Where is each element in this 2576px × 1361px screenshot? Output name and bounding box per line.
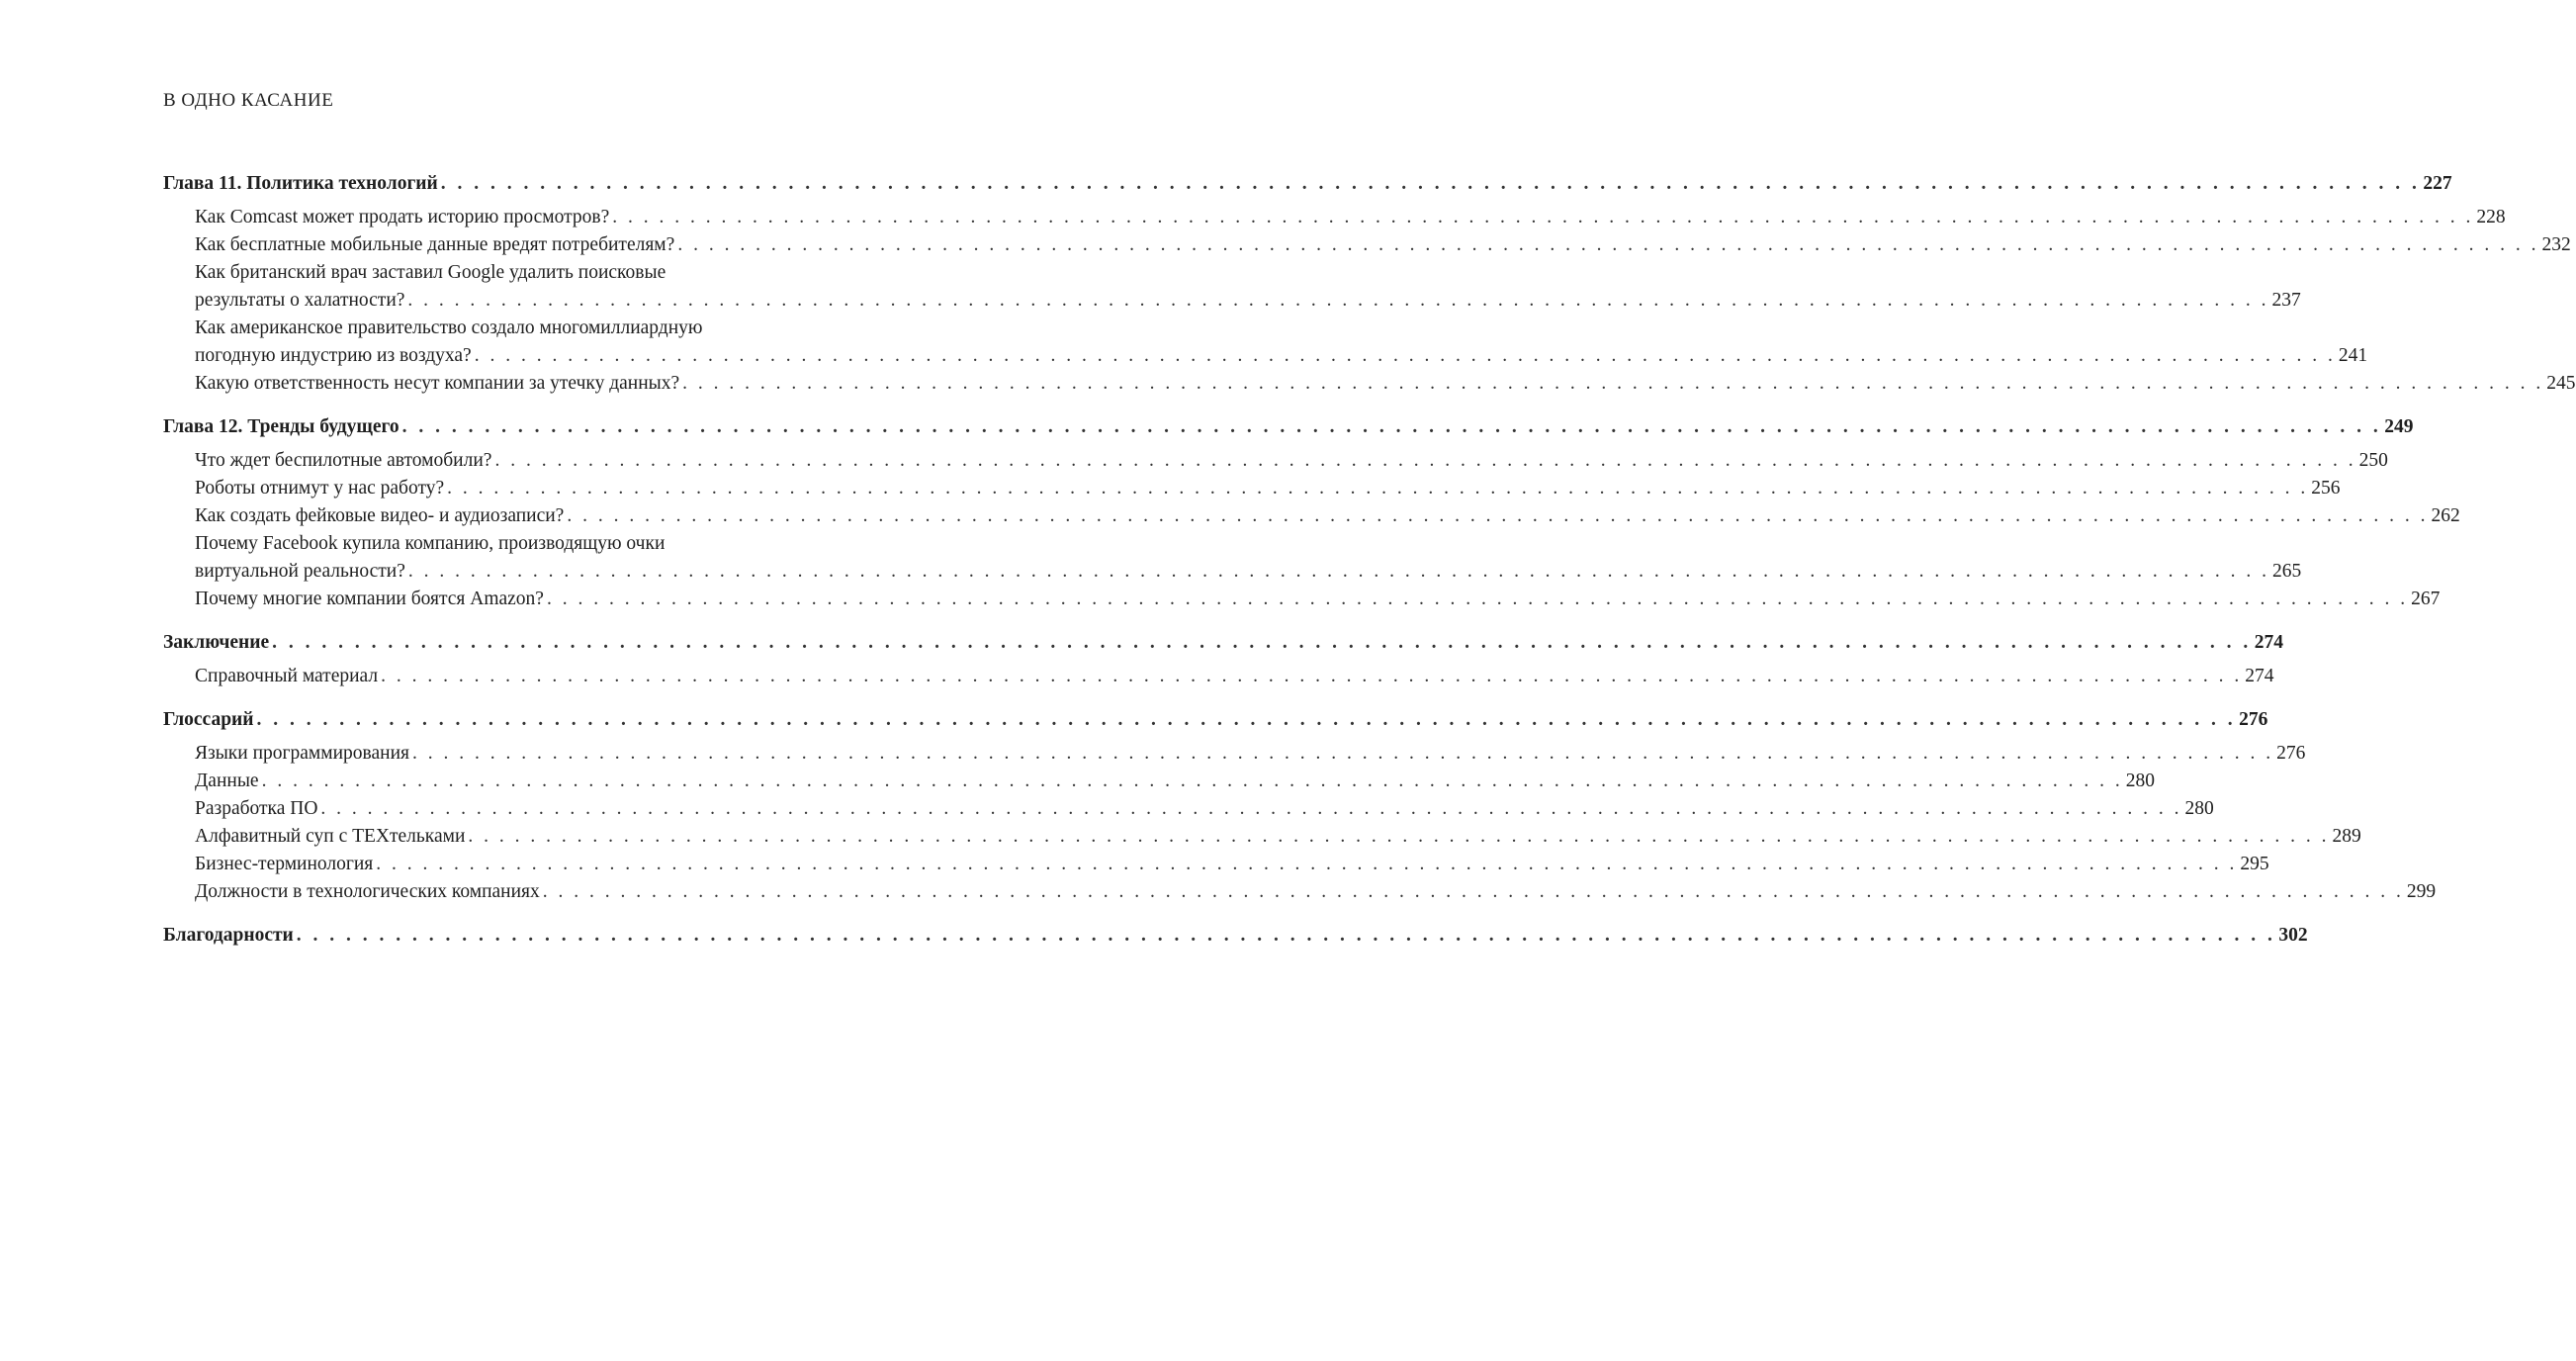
- toc-section-entry[interactable]: [163, 768, 2155, 795]
- chapter-title: Глоссарий: [163, 709, 254, 730]
- dot-leader: . . . . . . . . . . . . . . . . . . . . . . . . . . . . . . . . . . . . . . . . . . . . . . . . . . . . . . . . . . . . . . . . . . . . . . . . . . . . . . . . . . . . . . . . . . . . . . . . . . . . . . . . . . . . . . . . . . . . . . . .: [474, 345, 2336, 366]
- toc-section-entry[interactable]: [163, 502, 2460, 530]
- dot-leader: . . . . . . . . . . . . . . . . . . . . . . . . . . . . . . . . . . . . . . . . . . . . . . . . . . . . . . . . . . . . . . . . . . . . . . . . . . . . . . . . . . . . . . . . . . . . . . . . . . . . . . . . . . . . . . . . . . . . . . . .: [440, 173, 2421, 194]
- dot-leader: . . . . . . . . . . . . . . . . . . . . . . . . . . . . . . . . . . . . . . . . . . . . . . . . . . . . . . . . . . . . . . . . . . . . . . . . . . . . . . . . . . . . . . . . . . . . . . . . . . . . . . . . . . . . . . . . . . . . . . . .: [407, 290, 2269, 311]
- toc-section-entry[interactable]: [163, 447, 2388, 475]
- toc-section-entry[interactable]: [163, 315, 2368, 370]
- dot-leader: . . . . . . . . . . . . . . . . . . . . . . . . . . . . . . . . . . . . . . . . . . . . . . . . . . . . . . . . . . . . . . . . . . . . . . . . . . . . . . . . . . . . . . . . . . . . . . . . . . . . . . . . . . . . . . . . . . . . . . . .: [682, 373, 2544, 394]
- section-page-number: 276: [2276, 743, 2306, 764]
- section-title: погодную индустрию из воздуха?: [195, 345, 472, 366]
- section-title: Какую ответственность несут компании за утечку данных?: [195, 373, 680, 394]
- toc-chapter-entry[interactable]: [163, 629, 2284, 657]
- toc-section-entry[interactable]: [163, 851, 2269, 878]
- toc-section-entry[interactable]: [163, 370, 2576, 398]
- toc-section-entry[interactable]: [163, 740, 2306, 768]
- dot-leader: . . . . . . . . . . . . . . . . . . . . . . . . . . . . . . . . . . . . . . . . . . . . . . . . . . . . . . . . . . . . . . . . . . . . . . . . . . . . . . . . . . . . . . . . . . . . . . . . . . . . . . . . . . . . . . . . . . . . . . . .: [542, 881, 2404, 902]
- dot-leader: . . . . . . . . . . . . . . . . . . . . . . . . . . . . . . . . . . . . . . . . . . . . . . . . . . . . . . . . . . . . . . . . . . . . . . . . . . . . . . . . . . . . . . . . . . . . . . . . . . . . . . . . . . . . . . . . . . . . . . . .: [261, 771, 2123, 791]
- section-page-number: 299: [2406, 881, 2437, 902]
- section-title: Должности в технологических компаниях: [195, 881, 540, 902]
- section-page-number: 232: [2541, 234, 2571, 255]
- toc-group: [163, 170, 2576, 398]
- section-title-first-line: Почему Facebook купила компанию, производящую очки: [195, 533, 666, 554]
- toc-group: [163, 413, 2460, 613]
- section-page-number: 241: [2338, 345, 2368, 366]
- toc-chapter-entry[interactable]: [163, 922, 2308, 950]
- dot-leader: . . . . . . . . . . . . . . . . . . . . . . . . . . . . . . . . . . . . . . . . . . . . . . . . . . . . . . . . . . . . . . . . . . . . . . . . . . . . . . . . . . . . . . . . . . . . . . . . . . . . . . . . . . . . . . . . . . . . . . . .: [546, 589, 2409, 609]
- toc-chapter-entry[interactable]: [163, 706, 2268, 734]
- toc-group: [163, 922, 2308, 950]
- toc-group: [163, 629, 2284, 690]
- toc-section-entry[interactable]: [163, 663, 2274, 690]
- toc-section-entry[interactable]: [163, 204, 2506, 231]
- toc-chapter-entry[interactable]: [163, 170, 2452, 198]
- toc-section-entry[interactable]: [163, 530, 2302, 586]
- section-page-number: 289: [2332, 826, 2361, 847]
- toc-group: [163, 706, 2437, 906]
- section-page-number: 274: [2245, 666, 2274, 686]
- dot-leader: . . . . . . . . . . . . . . . . . . . . . . . . . . . . . . . . . . . . . . . . . . . . . . . . . . . . . . . . . . . . . . . . . . . . . . . . . . . . . . . . . . . . . . . . . . . . . . . . . . . . . . . . . . . . . . . . . . . . . . . .: [407, 561, 2269, 582]
- section-page-number: 250: [2358, 450, 2388, 471]
- toc-section-entry[interactable]: [163, 823, 2361, 851]
- section-page-number: 228: [2476, 207, 2506, 227]
- chapter-title: Глава 11. Политика технологий: [163, 173, 438, 194]
- table-of-contents: [163, 170, 2576, 965]
- dot-leader: . . . . . . . . . . . . . . . . . . . . . . . . . . . . . . . . . . . . . . . . . . . . . . . . . . . . . . . . . . . . . . . . . . . . . . . . . . . . . . . . . . . . . . . . . . . . . . . . . . . . . . . . . . . . . . . . . . . . . . . .: [677, 234, 2539, 255]
- section-page-number: 267: [2411, 589, 2441, 609]
- section-title: результаты о халатности?: [195, 290, 405, 311]
- chapter-title: Глава 12. Тренды будущего: [163, 416, 400, 437]
- section-title: Роботы отнимут у нас работу?: [195, 478, 445, 499]
- section-page-number: 237: [2271, 290, 2301, 311]
- dot-leader: . . . . . . . . . . . . . . . . . . . . . . . . . . . . . . . . . . . . . . . . . . . . . . . . . . . . . . . . . . . . . . . . . . . . . . . . . . . . . . . . . . . . . . . . . . . . . . . . . . . . . . . . . . . . . . . . . . . . . . . .: [320, 798, 2182, 819]
- chapter-page-number: 249: [2384, 416, 2414, 437]
- toc-section-entry[interactable]: [163, 586, 2441, 613]
- section-title-first-line: Как американское правительство создало многомиллиардную: [195, 318, 703, 338]
- chapter-page-number: 274: [2254, 632, 2284, 653]
- section-title: Справочный материал: [195, 666, 379, 686]
- chapter-page-number: 227: [2423, 173, 2452, 194]
- section-title: Бизнес-терминология: [195, 854, 374, 874]
- section-page-number: 262: [2431, 505, 2460, 526]
- toc-section-entry[interactable]: [163, 878, 2437, 906]
- section-title: Что ждет беспилотные автомобили?: [195, 450, 492, 471]
- toc-section-entry[interactable]: [163, 259, 2301, 315]
- dot-leader: . . . . . . . . . . . . . . . . . . . . . . . . . . . . . . . . . . . . . . . . . . . . . . . . . . . . . . . . . . . . . . . . . . . . . . . . . . . . . . . . . . . . . . . . . . . . . . . . . . . . . . . . . . . . . . . . . . . . . . . .: [567, 505, 2429, 526]
- section-page-number: 256: [2311, 478, 2341, 499]
- section-page-number: 265: [2272, 561, 2302, 582]
- toc-section-entry[interactable]: [163, 795, 2214, 823]
- dot-leader: . . . . . . . . . . . . . . . . . . . . . . . . . . . . . . . . . . . . . . . . . . . . . . . . . . . . . . . . . . . . . . . . . . . . . . . . . . . . . . . . . . . . . . . . . . . . . . . . . . . . . . . . . . . . . . . . . . . . . . . .: [468, 826, 2330, 847]
- toc-chapter-entry[interactable]: [163, 413, 2414, 441]
- running-head: В ОДНО КАСАНИЕ: [163, 90, 334, 111]
- chapter-title: Благодарности: [163, 925, 294, 946]
- dot-leader: . . . . . . . . . . . . . . . . . . . . . . . . . . . . . . . . . . . . . . . . . . . . . . . . . . . . . . . . . . . . . . . . . . . . . . . . . . . . . . . . . . . . . . . . . . . . . . . . . . . . . . . . . . . . . . . . . . . . . . . .: [376, 854, 2238, 874]
- dot-leader: . . . . . . . . . . . . . . . . . . . . . . . . . . . . . . . . . . . . . . . . . . . . . . . . . . . . . . . . . . . . . . . . . . . . . . . . . . . . . . . . . . . . . . . . . . . . . . . . . . . . . . . . . . . . . . . . . . . . . . . .: [381, 666, 2243, 686]
- section-title: Как бесплатные мобильные данные вредят потребителям?: [195, 234, 675, 255]
- dot-leader: . . . . . . . . . . . . . . . . . . . . . . . . . . . . . . . . . . . . . . . . . . . . . . . . . . . . . . . . . . . . . . . . . . . . . . . . . . . . . . . . . . . . . . . . . . . . . . . . . . . . . . . . . . . . . . . . . . . . . . . .: [296, 925, 2276, 946]
- section-title: Разработка ПО: [195, 798, 318, 819]
- dot-leader: . . . . . . . . . . . . . . . . . . . . . . . . . . . . . . . . . . . . . . . . . . . . . . . . . . . . . . . . . . . . . . . . . . . . . . . . . . . . . . . . . . . . . . . . . . . . . . . . . . . . . . . . . . . . . . . . . . . . . . . .: [494, 450, 2356, 471]
- chapter-page-number: 276: [2239, 709, 2268, 730]
- toc-section-entry[interactable]: [163, 475, 2341, 502]
- section-page-number: 280: [2184, 798, 2214, 819]
- section-page-number: 245: [2546, 373, 2576, 394]
- section-title: Языки программирования: [195, 743, 409, 764]
- toc-section-entry[interactable]: [163, 231, 2571, 259]
- chapter-title: Заключение: [163, 632, 270, 653]
- section-title: Данные: [195, 771, 259, 791]
- dot-leader: . . . . . . . . . . . . . . . . . . . . . . . . . . . . . . . . . . . . . . . . . . . . . . . . . . . . . . . . . . . . . . . . . . . . . . . . . . . . . . . . . . . . . . . . . . . . . . . . . . . . . . . . . . . . . . . . . . . . . . . .: [272, 632, 2252, 653]
- dot-leader: . . . . . . . . . . . . . . . . . . . . . . . . . . . . . . . . . . . . . . . . . . . . . . . . . . . . . . . . . . . . . . . . . . . . . . . . . . . . . . . . . . . . . . . . . . . . . . . . . . . . . . . . . . . . . . . . . . . . . . . .: [401, 416, 2382, 437]
- section-page-number: 295: [2240, 854, 2269, 874]
- section-title: Как создать фейковые видео- и аудиозаписи?: [195, 505, 565, 526]
- dot-leader: . . . . . . . . . . . . . . . . . . . . . . . . . . . . . . . . . . . . . . . . . . . . . . . . . . . . . . . . . . . . . . . . . . . . . . . . . . . . . . . . . . . . . . . . . . . . . . . . . . . . . . . . . . . . . . . . . . . . . . . .: [256, 709, 2237, 730]
- section-title-first-line: Как британский врач заставил Google удалить поисковые: [195, 262, 666, 283]
- dot-leader: . . . . . . . . . . . . . . . . . . . . . . . . . . . . . . . . . . . . . . . . . . . . . . . . . . . . . . . . . . . . . . . . . . . . . . . . . . . . . . . . . . . . . . . . . . . . . . . . . . . . . . . . . . . . . . . . . . . . . . . .: [612, 207, 2474, 227]
- dot-leader: . . . . . . . . . . . . . . . . . . . . . . . . . . . . . . . . . . . . . . . . . . . . . . . . . . . . . . . . . . . . . . . . . . . . . . . . . . . . . . . . . . . . . . . . . . . . . . . . . . . . . . . . . . . . . . . . . . . . . . . .: [412, 743, 2274, 764]
- section-title: Как Comcast может продать историю просмотров?: [195, 207, 610, 227]
- chapter-page-number: 302: [2278, 925, 2308, 946]
- section-title: Почему многие компании боятся Amazon?: [195, 589, 544, 609]
- section-title: Алфавитный суп с ТЕХтельками: [195, 826, 466, 847]
- section-title: виртуальной реальности?: [195, 561, 405, 582]
- dot-leader: . . . . . . . . . . . . . . . . . . . . . . . . . . . . . . . . . . . . . . . . . . . . . . . . . . . . . . . . . . . . . . . . . . . . . . . . . . . . . . . . . . . . . . . . . . . . . . . . . . . . . . . . . . . . . . . . . . . . . . . .: [447, 478, 2309, 499]
- section-page-number: 280: [2125, 771, 2155, 791]
